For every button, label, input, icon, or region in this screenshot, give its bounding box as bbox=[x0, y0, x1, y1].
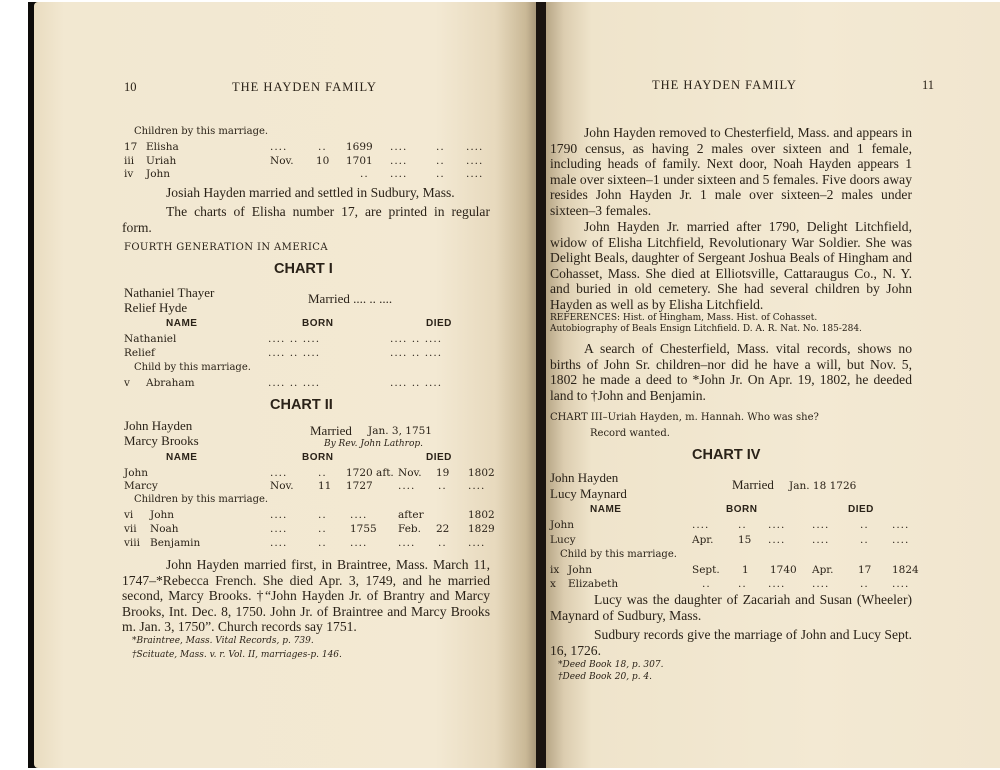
born-day: .. bbox=[738, 578, 747, 590]
marriage-label: Married bbox=[732, 477, 774, 492]
child-death-month: .... bbox=[390, 168, 408, 180]
child-name: John bbox=[146, 168, 171, 180]
person-name: John bbox=[124, 467, 149, 479]
died-year: 1824 bbox=[892, 564, 919, 576]
born-year: .... bbox=[350, 537, 368, 549]
husband-name: John Hayden bbox=[550, 470, 619, 485]
wife-name: Marcy Brooks bbox=[124, 433, 199, 448]
person-name: Nathaniel bbox=[124, 333, 177, 345]
born-month: Sept. bbox=[692, 564, 720, 576]
column-header-died: DIED bbox=[848, 504, 874, 515]
died-month: Nov. bbox=[398, 467, 422, 479]
paragraph: Sudbury records give the marriage of John and Lucy Sept. 16, 1726. bbox=[550, 627, 912, 658]
footnote: †Scituate, Mass. v. r. Vol. II, marriages-p. 146. bbox=[132, 650, 342, 660]
section-label: FOURTH GENERATION IN AMERICA bbox=[124, 242, 328, 253]
officiant: By Rev. John Lathrop. bbox=[324, 439, 423, 449]
died-day: .. bbox=[860, 534, 869, 546]
paragraph: Josiah Hayden married and settled in Sudbury, Mass. bbox=[166, 185, 455, 200]
born-year: 1727 bbox=[346, 480, 373, 492]
died-day: 22 bbox=[436, 523, 450, 535]
died-day: .. bbox=[438, 480, 447, 492]
born-year: 1720 aft. bbox=[346, 467, 394, 479]
died-month: .... bbox=[812, 519, 830, 531]
child-death-month: .... bbox=[390, 155, 408, 167]
child-name: Noah bbox=[150, 523, 179, 535]
running-head: THE HAYDEN FAMILY bbox=[232, 80, 377, 94]
column-header-name: NAME bbox=[166, 452, 198, 463]
born-day: 11 bbox=[318, 480, 332, 492]
died-month: .... bbox=[398, 537, 416, 549]
born-month: .... bbox=[270, 509, 288, 521]
record-wanted: Record wanted. bbox=[590, 428, 670, 439]
person-name: John bbox=[550, 519, 575, 531]
born-month: Nov. bbox=[270, 480, 294, 492]
born-value: .... .. .... bbox=[268, 347, 321, 359]
husband-name: John Hayden bbox=[124, 418, 193, 433]
book-gutter bbox=[536, 2, 546, 768]
right-page bbox=[546, 2, 1000, 768]
died-month: .... bbox=[398, 480, 416, 492]
born-value: .... .. .... bbox=[268, 333, 321, 345]
child-name: Elizabeth bbox=[568, 578, 619, 590]
paragraph: John Hayden Jr. married after 1790, Delight Litchfield, widow of Elisha Litchfield, Revolutionary War Soldier. She was Delight Beals, daughter of Sergeant Joshua Beals of Hingham and Cohasset, Mass. She died at Elliotsville, Cattaraugus Co., N. Y. and buried in old cemetery. She had several children by John Hayden as well as by Elisha Litchfield. bbox=[550, 219, 912, 312]
child-death-day: .. bbox=[436, 141, 445, 153]
child-name: Abraham bbox=[146, 377, 195, 389]
running-head: THE HAYDEN FAMILY bbox=[652, 78, 797, 92]
paragraph: Lucy was the daughter of Zacariah and Susan (Wheeler) Maynard of Sudbury, Mass. bbox=[550, 592, 912, 623]
died-year: 1802 bbox=[468, 467, 495, 479]
column-header-born: BORN bbox=[302, 318, 334, 329]
child-death-day: .. bbox=[436, 155, 445, 167]
born-year: .... bbox=[768, 534, 786, 546]
child-no: 17 bbox=[124, 141, 138, 153]
wife-name: Relief Hyde bbox=[124, 300, 188, 315]
born-day: .. bbox=[318, 509, 327, 521]
died-month: Feb. bbox=[398, 523, 421, 535]
died-day: .. bbox=[860, 578, 869, 590]
born-day: .. bbox=[318, 537, 327, 549]
died-value: .... .. .... bbox=[390, 333, 443, 345]
born-month: .... bbox=[692, 519, 710, 531]
child-no: iv bbox=[124, 168, 134, 180]
marriage-date: Jan. 18 1726 bbox=[789, 480, 857, 492]
child-death-year: .... bbox=[466, 155, 484, 167]
died-month: .... bbox=[812, 578, 830, 590]
born-year: .... bbox=[768, 519, 786, 531]
child-no: vi bbox=[124, 509, 134, 521]
born-month: Apr. bbox=[692, 534, 714, 546]
child-no: x bbox=[550, 578, 556, 590]
child-name: Uriah bbox=[146, 155, 177, 167]
died-year: .... bbox=[468, 537, 486, 549]
born-month: .... bbox=[270, 467, 288, 479]
child-intro: Child by this marriage. bbox=[134, 362, 251, 373]
died-day: .. bbox=[860, 519, 869, 531]
died-month: after bbox=[398, 509, 424, 521]
child-name: Benjamin bbox=[150, 537, 201, 549]
child-name: John bbox=[150, 509, 175, 521]
child-no: v bbox=[124, 377, 130, 389]
born-year: 1740 bbox=[770, 564, 797, 576]
child-birth-month: Nov. bbox=[270, 155, 294, 167]
column-header-died: DIED bbox=[426, 318, 452, 329]
died-value: .... .. .... bbox=[390, 377, 443, 389]
died-year: 1829 bbox=[468, 523, 495, 535]
child-intro: Children by this marriage. bbox=[134, 494, 269, 505]
column-header-died: DIED bbox=[426, 452, 452, 463]
left-page bbox=[34, 2, 536, 768]
footnote: *Braintree, Mass. Vital Records, p. 739. bbox=[132, 636, 314, 646]
marriage-line: Married .... .. .... bbox=[308, 291, 393, 306]
died-year: .... bbox=[892, 519, 910, 531]
column-header-name: NAME bbox=[590, 504, 622, 515]
child-birth-month: .... bbox=[270, 141, 288, 153]
died-year: 1802 bbox=[468, 509, 495, 521]
child-intro: Child by this marriage. bbox=[560, 549, 677, 560]
child-birth-year: 1699 bbox=[346, 141, 373, 153]
husband-name: Nathaniel Thayer bbox=[124, 285, 215, 300]
child-name: John bbox=[568, 564, 593, 576]
wife-name: Lucy Maynard bbox=[550, 486, 627, 501]
born-year: 1755 bbox=[350, 523, 377, 535]
born-value: .... .. .... bbox=[268, 377, 321, 389]
died-year: .... bbox=[892, 578, 910, 590]
book-spread bbox=[28, 2, 1000, 768]
died-day: 19 bbox=[436, 467, 450, 479]
column-header-born: BORN bbox=[726, 504, 758, 515]
died-month: Apr. bbox=[812, 564, 834, 576]
died-month: .... bbox=[812, 534, 830, 546]
child-no: iii bbox=[124, 155, 135, 167]
born-day: 15 bbox=[738, 534, 752, 546]
footnote: *Deed Book 18, p. 307. bbox=[558, 660, 664, 670]
born-month: .... bbox=[270, 523, 288, 535]
child-no: vii bbox=[124, 523, 137, 535]
died-day: 17 bbox=[858, 564, 872, 576]
born-year: .... bbox=[768, 578, 786, 590]
child-birth-day: 10 bbox=[316, 155, 330, 167]
born-day: .. bbox=[318, 467, 327, 479]
chart-title: CHART I bbox=[274, 261, 333, 277]
paragraph: John Hayden married first, in Braintree, Mass. March 11, 1747–*Rebecca French. She died Apr. 3, 1749, and he married second, Marcy Brooks. †“John Hayden Jr. of Brantry and Marcy Brooks, Int. Dec. 8, 1750. John Jr. of Braintree and Marcy Brooks m. Jan. 3, 1750”. Church records say 1751. bbox=[122, 557, 490, 635]
born-day: .. bbox=[318, 523, 327, 535]
born-day: 1 bbox=[742, 564, 749, 576]
born-month: .. bbox=[702, 578, 711, 590]
died-year: .... bbox=[468, 480, 486, 492]
column-header-born: BORN bbox=[302, 452, 334, 463]
child-death-day: .. bbox=[436, 168, 445, 180]
footnote: †Deed Book 20, p. 4. bbox=[558, 672, 652, 682]
page-number: 10 bbox=[124, 80, 137, 94]
paragraph: John Hayden removed to Chesterfield, Mass. and appears in 1790 census, as having 2 males over sixteen and 1 female, including heads of family. Next door, Noah Hayden appears 1 male over sixteen–1 under sixteen and 5 females. Five doors away resides John Hayden Jr. 1 male over sixteen–2 males under sixteen–3 females. bbox=[550, 125, 912, 218]
born-year: .... bbox=[350, 509, 368, 521]
child-birth-year: .. bbox=[360, 168, 369, 180]
column-header-name: NAME bbox=[166, 318, 198, 329]
paragraph: The charts of Elisha number 17, are printed in regular form. bbox=[122, 204, 490, 235]
child-no: viii bbox=[124, 537, 141, 549]
child-no: ix bbox=[550, 564, 560, 576]
born-day: .. bbox=[738, 519, 747, 531]
child-birth-year: 1701 bbox=[346, 155, 373, 167]
person-name: Lucy bbox=[550, 534, 576, 546]
marriage-date: Jan. 3, 1751 bbox=[368, 425, 432, 437]
references: REFERENCES: Hist. of Hingham, Mass. Hist. of Cohasset. Autobiography of Beals Ensign Litchfield. D. A. R. Nat. No. 185-284. bbox=[550, 313, 862, 334]
born-month: .... bbox=[270, 537, 288, 549]
page-number: 11 bbox=[922, 78, 935, 92]
died-year: .... bbox=[892, 534, 910, 546]
child-name: Elisha bbox=[146, 141, 179, 153]
child-death-year: .... bbox=[466, 141, 484, 153]
children-intro: Children by this marriage. bbox=[134, 126, 269, 137]
died-value: .... .. .... bbox=[390, 347, 443, 359]
died-day: .. bbox=[438, 537, 447, 549]
person-name: Marcy bbox=[124, 480, 158, 492]
child-death-year: .... bbox=[466, 168, 484, 180]
paragraph: A search of Chesterfield, Mass. vital records, shows no births of John Sr. children–nor did he have a will, but Nov. 5, 1802 he made a deed to *John Jr. On Apr. 19, 1802, he deeded land to †John and Benjamin. bbox=[550, 341, 912, 403]
chart-title: CHART IV bbox=[692, 447, 761, 463]
child-birth-day: .. bbox=[318, 141, 327, 153]
child-death-month: .... bbox=[390, 141, 408, 153]
person-name: Relief bbox=[124, 347, 155, 359]
marriage-label: Married bbox=[310, 423, 352, 438]
chart-note: CHART III–Uriah Hayden, m. Hannah. Who was she? bbox=[550, 412, 819, 423]
chart-title: CHART II bbox=[270, 397, 333, 413]
